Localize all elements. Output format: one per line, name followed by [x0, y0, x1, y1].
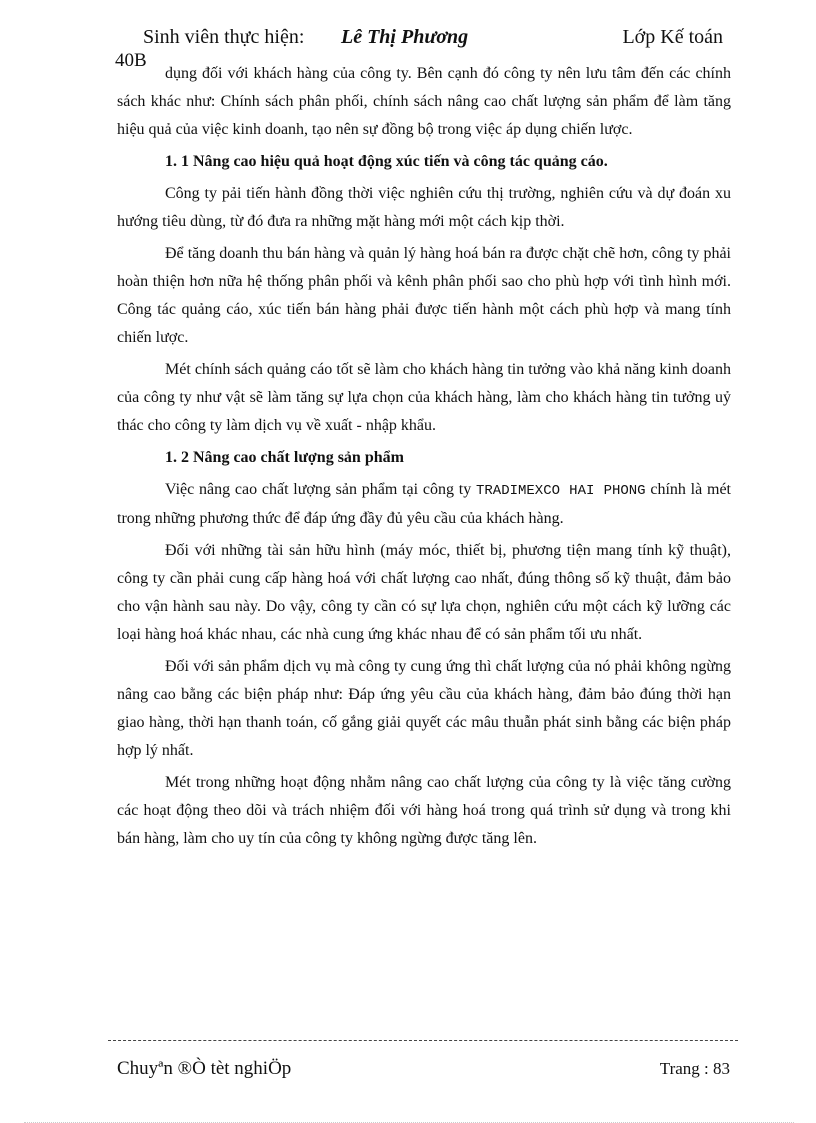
company-name: TRADIMEXCO HAI PHONG	[475, 483, 646, 499]
class-label: Lớp Kế toán	[622, 26, 723, 48]
paragraph: Để tăng doanh thu bán hàng và quản lý hàng hoá bán ra được chặt chẽ hơn, công ty phải hoàn thiện hơn nữa hệ thống phân phối và kênh phân phối sao cho phù hợp với tình hình mới. Công tác quảng cáo, xúc tiến bán hàng phải được tiến hành một cách phù hợp và mang tính chiến lược.	[117, 245, 731, 346]
paragraph: Đối với những tài sản hữu hình (máy móc, thiết bị, phương tiện mang tính kỹ thuật), công ty cần phải cung cấp hàng hoá với chất lượng cao nhất, đúng thông số kỹ thuật, đảm bảo cho vận hành sau này. Do vậy, công ty cần có sự lựa chọn, nghiên cứu một cách kỹ lưỡng các loại hàng hoá khác nhau, các nhà cung ứng khác nhau để có sản phẩm tối ưu nhất.	[117, 542, 731, 643]
section-heading-1-2: 1. 2 Nâng cao chất lượng sản phẩm	[165, 449, 404, 466]
page-header	[143, 26, 723, 52]
paragraph-text: Việc nâng cao chất lượng sản phẩm tại công ty	[165, 481, 476, 498]
student-name: Lê Thị Phương	[341, 26, 469, 48]
footer-divider	[108, 1040, 738, 1041]
paragraph: Đối với sản phẩm dịch vụ mà công ty cung ứng thì chất lượng của nó phải không ngừng nâng cao bằng các biện pháp như: Đáp ứng yêu cầu của khách hàng, đảm bảo đúng thời hạn giao hàng, thời hạn thanh toán, cố gắng giải quyết các mâu thuẫn phát sinh bằng các biện pháp hợp lý nhất.	[117, 658, 731, 759]
page-number: Trang : 83	[659, 1059, 730, 1078]
paragraph: Mét chính sách quảng cáo tốt sẽ làm cho khách hàng tin tưởng vào khả năng kinh doanh của công ty như vật sẽ làm tăng sự lựa chọn của khách hàng, làm cho khách hàng tin tưởng uỷ thác cho công ty làm dịch vụ về xuất - nhập khẩu.	[117, 361, 731, 434]
paragraph: Mét trong những hoạt động nhằm nâng cao chất lượng của công ty là việc tăng cường các hoạt động theo dõi và trách nhiệm đối với hàng hoá trong quá trình sử dụng và trong khi bán hàng, làm cho uy tín của công ty không ngừng được tăng lên.	[117, 774, 731, 847]
class-suffix: 40B	[115, 50, 147, 71]
footer-title: Chuyªn ®Ò tèt nghiÖp	[117, 1058, 292, 1079]
student-label: Sinh viên thực hiện:	[143, 26, 305, 48]
intro-paragraph: dụng đối với khách hàng của công ty. Bên cạnh đó công ty nên lưu tâm đến các chính sách khác như: Chính sách phân phối, chính sách nâng cao chất lượng sản phẩm để làm tăng hiệu quả của việc kinh doanh, tạo nên sự đồng bộ trong việc áp dụng chiến lược.	[117, 65, 731, 138]
paragraph: Công ty pải tiến hành đồng thời việc nghiên cứu thị trường, nghiên cứu và dự đoán xu hướng tiêu dùng, từ đó đưa ra những mặt hàng mới một cách kịp thời.	[117, 185, 731, 230]
document-body	[117, 60, 731, 857]
paragraph	[117, 476, 731, 533]
paragraph-text: chính là mét trong những phương thức để đáp ứng đầy đủ yêu cầu của khách hàng.	[117, 481, 732, 527]
section-heading-1-1: 1. 1 Nâng cao hiệu quả hoạt động xúc tiến và công tác quảng cáo.	[165, 153, 608, 170]
